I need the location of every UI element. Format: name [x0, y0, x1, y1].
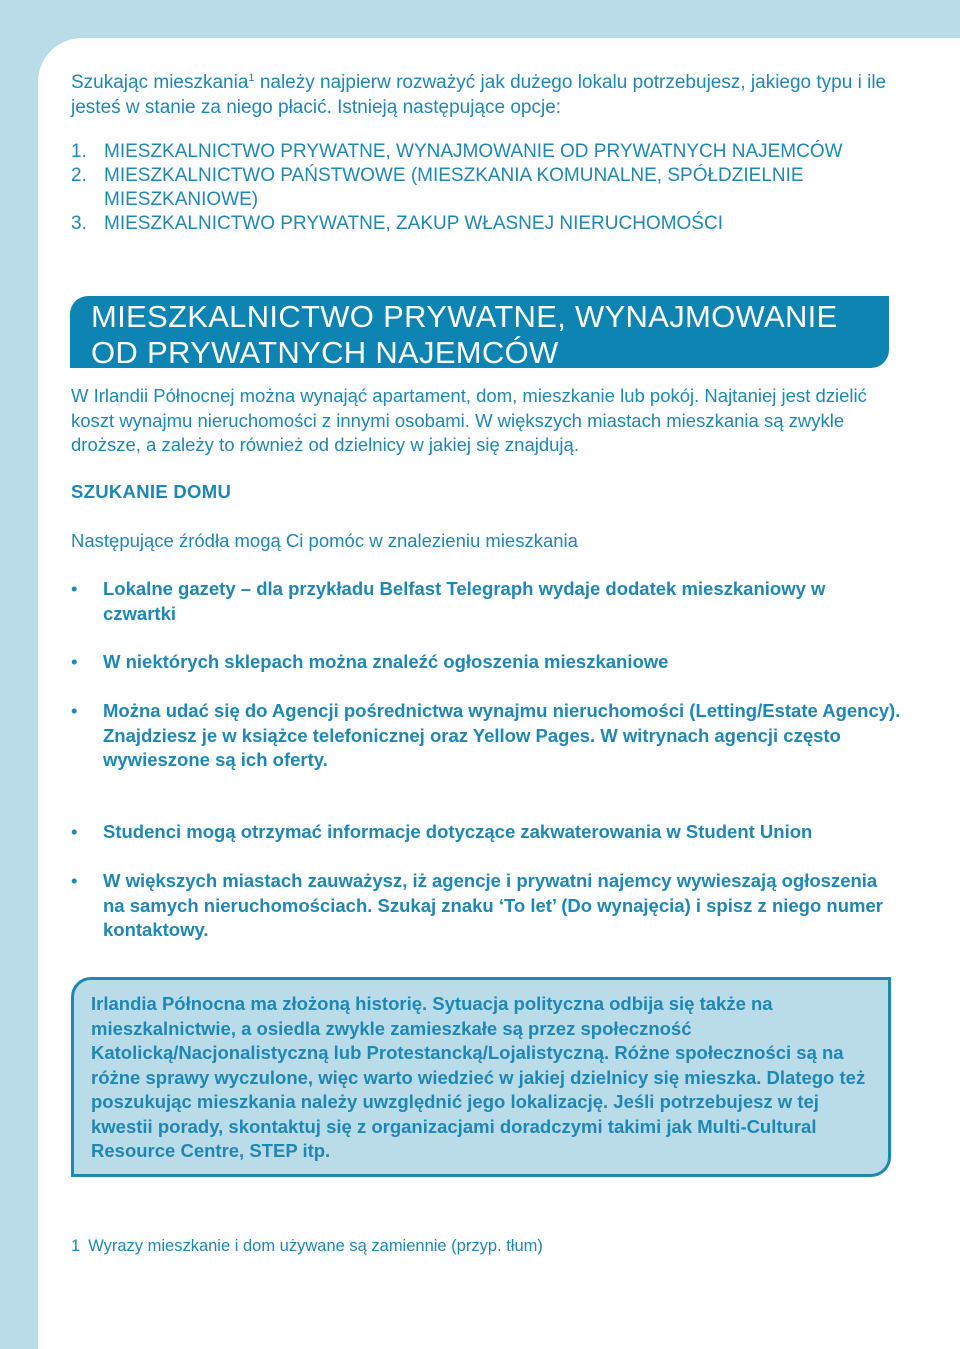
info-box	[71, 977, 891, 1177]
option-text: MIESZKALNICTWO PRYWATNE, ZAKUP WŁASNEJ NIERUCHOMOŚCI	[104, 213, 723, 234]
option-number: 2.	[71, 165, 87, 186]
list-item	[71, 577, 901, 626]
section-banner	[70, 296, 889, 368]
section-subheading: SZUKANIE DOMU	[71, 481, 232, 502]
list-item	[71, 650, 901, 675]
list-item-text: Studenci mogą otrzymać informacje dotyczące zakwaterowania w Student Union	[103, 821, 813, 842]
banner-title-line1: MIESZKALNICTWO PRYWATNE, WYNAJMOWANIE	[91, 299, 838, 334]
option-item	[71, 164, 871, 212]
intro-paragraph	[71, 66, 891, 120]
footnote-marker: 1	[248, 72, 255, 84]
list-item	[71, 699, 901, 773]
option-text: MIESZKALNICTWO PRYWATNE, WYNAJMOWANIE OD PRYWATNYCH NAJEMCÓW	[104, 141, 843, 162]
list-item-text: W większych miastach zauważysz, iż agencje i prywatni najemcy wywieszają ogłoszenia na samych nieruchomościach. Szukaj znaku ‘To let’ (Do wynajęcia) i spisz z niego numer kontaktowy.	[103, 870, 883, 940]
option-number: 3.	[71, 213, 87, 234]
bullet-icon: •	[71, 870, 78, 891]
bullet-icon: •	[71, 700, 78, 721]
bullet-icon: •	[71, 821, 78, 842]
housing-options-list	[71, 140, 871, 236]
option-number: 1.	[71, 141, 87, 162]
list-item	[71, 820, 901, 845]
bullet-icon: •	[71, 651, 78, 672]
list-item-text: Lokalne gazety – dla przykładu Belfast Telegraph wydaje dodatek mieszkaniowy w czwartki	[103, 578, 826, 624]
bullet-icon: •	[71, 578, 78, 599]
rental-paragraph: W Irlandii Północnej można wynająć apartament, dom, mieszkanie lub pokój. Najtaniej jest dzielić koszt wynajmu nieruchomości z innymi osobami. W większych miastach mieszkania są zwykle droższe, a zależy to również od dzielnicy w jakiej się znajdują.	[71, 385, 867, 455]
intro-text-end: należy najpierw rozważyć jak dużego lokalu potrzebujesz, jakiego typu i ile jesteś w stanie za niego płacić. Istnieją następujące opcje:	[71, 72, 887, 118]
sources-intro: Następujące źródła mogą Ci pomóc w znalezieniu mieszkania	[71, 530, 578, 551]
footnote	[71, 1237, 543, 1256]
intro-text-start: Szukając mieszkania	[71, 72, 249, 93]
option-item	[71, 140, 871, 164]
footnote-number: 1	[71, 1237, 81, 1255]
option-text: MIESZKALNICTWO PAŃSTWOWE (MIESZKANIA KOMUNALNE, SPÓŁDZIELNIE MIESZKANIOWE)	[104, 165, 804, 210]
banner-title-line2: OD PRYWATNYCH NAJEMCÓW	[91, 335, 559, 370]
list-item-text: W niektórych sklepach można znaleźć ogłoszenia mieszkaniowe	[103, 651, 669, 672]
list-item-text: Można udać się do Agencji pośrednictwa wynajmu nieruchomości (Letting/Estate Agency). Znajdziesz je w książce telefonicznej oraz Yellow Pages. W witrynach agencji często wywieszone są ich oferty.	[103, 700, 901, 770]
list-item	[71, 869, 901, 943]
footnote-text: Wyrazy mieszkanie i dom używane są zamiennie (przyp. tłum)	[88, 1237, 543, 1255]
info-box-text: Irlandia Północna ma złożoną historię. Sytuacja polityczna odbija się także na mieszkalnictwie, a osiedla zwykle zamieszkałe są przez społeczność Katolicką/Nacjonalistyczną lub Protestancką/Lojalistyczną. Różne społeczności są na różne sprawy wyczulone, więc warto wiedzieć w jakiej dzielnicy się mieszka. Dlatego też poszukując mieszkania należy uwzględnić jego lokalizację. Jeśli potrzebujesz w tej kwestii porady, skontaktuj się z organizacjami doradczymi takimi jak Multi-Cultural Resource Centre, STEP itp.	[91, 993, 866, 1161]
option-item	[71, 212, 871, 236]
